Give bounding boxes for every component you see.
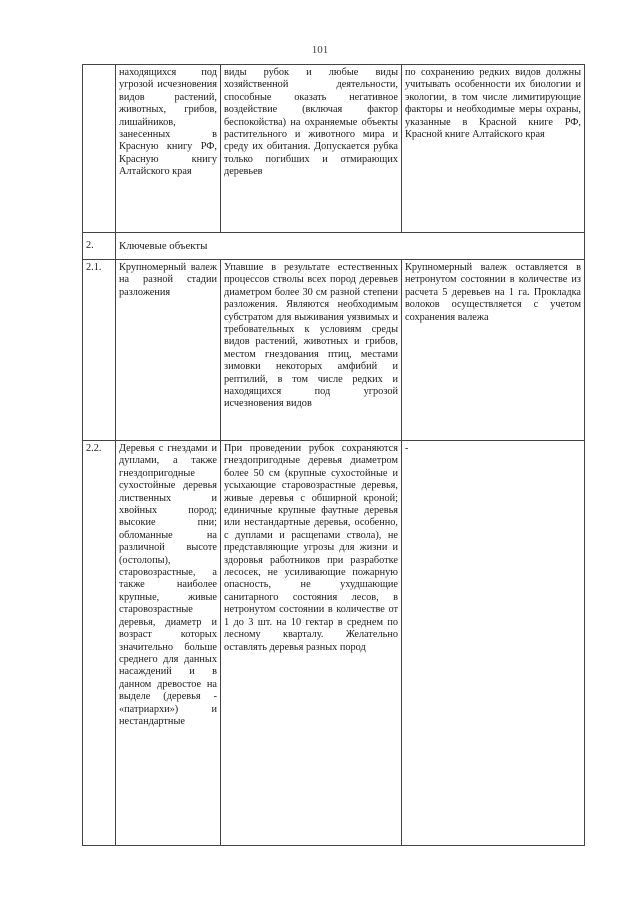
measure-cell: Крупномерный валеж оставляется в нетронутом состоянии в количестве из расчета 5 деревьев на 1 га. Прокладка волоков осуществляется с учетом сохранения валежа (402, 260, 585, 441)
row-number-cell (83, 65, 116, 233)
section-title: Ключевые объекты (116, 233, 585, 260)
restriction-cell: виды рубок и любые виды хозяйственной деятельности, способные оказать негативное воздействие (включая фактор беспокойства) на охраняемые объекты растительного и животного мира и среду их обитания. Допускается рубка только погибших и отмирающих деревьев (221, 65, 402, 233)
restriction-cell: При проведении рубок сохраняются гнездопригодные деревья диаметром более 50 см (крупные сухостойные и усыхающие старовозрастные деревья, живые деревья с обширной кроной; единичные крупные фаутные деревья или нестандартные деревья, особенно, с дуплами и расщепами ствола), не представляющие угрозы для жизни и здоровья работников при разработке лесосек, не усиливающие пожарную опасность, не ухудшающие санитарного состояния лесов, в нетронутом состоянии в количестве от 1 до 3 шт. на 10 гектар в среднем по лесному кварталу. Желательно оставлять деревья разных пород (221, 441, 402, 846)
restriction-cell: Упавшие в результате естественных процессов стволы всех пород деревьев диаметром более 30 см разной степени разложения. Являются необходимым субстратом для выживания уязвимых и требовательных к условиям среды видов растений, животных и грибов, местом гнездования птиц, местами зимовки некоторых амфибий и рептилий, в том числе редких и находящихся под угрозой исчезновения видов (221, 260, 402, 441)
measure-cell: по сохранению редких видов должны учитывать особенности их биологии и экологии, в том числе лимитирующие факторы и необходимые меры охраны, указанные в Красной книге РФ, Красной книге Алтайского края (402, 65, 585, 233)
object-cell: Деревья с гнездами и дуплами, а также гнездопригодные сухостойные деревья лиственных и хвойных пород; высокие пни; обломанные на различной высоте (остолопы), старовозрастные, а также наиболее крупные, живые старовозрастные деревья, диаметр и возраст которых значительно больше среднего для данных насаждений и в данном древостое на выделе (деревья - «патриархи») и нестандартные (116, 441, 221, 846)
row-number-cell: 2.1. (83, 260, 116, 441)
table-row (83, 441, 585, 846)
section-number: 2. (83, 233, 116, 260)
object-cell: находящихся под угрозой исчезновения видов растений, животных, грибов, лишайников, занесенных в Красную книгу РФ, Красную книгу Алтайского края (116, 65, 221, 233)
object-cell: Крупномерный валеж на разной стадии разложения (116, 260, 221, 441)
page-number: 101 (311, 44, 329, 56)
measure-cell: - (402, 441, 585, 846)
table-row (83, 260, 585, 441)
table-row (83, 65, 585, 233)
regulation-table (82, 64, 585, 846)
row-number-cell: 2.2. (83, 441, 116, 846)
section-header-row (83, 233, 585, 260)
